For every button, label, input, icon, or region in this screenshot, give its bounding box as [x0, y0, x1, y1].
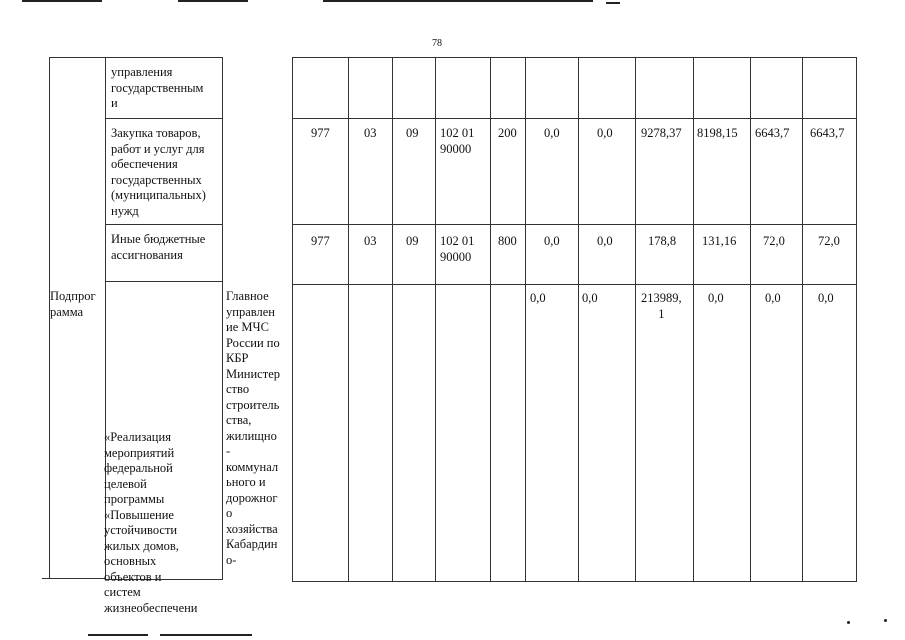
grid-col — [693, 57, 694, 582]
row-divider-1 — [105, 118, 223, 119]
grid-row-3 — [292, 284, 857, 285]
header-rule-4 — [606, 2, 620, 4]
row-1-pr: 09 — [406, 126, 419, 140]
row-1-v4: 8198,15 — [697, 126, 738, 140]
subprogram-v4: 0,0 — [708, 291, 724, 305]
subprogram-v2: 0,0 — [582, 291, 598, 305]
row-2-v4: 131,16 — [702, 234, 737, 248]
footer-rule-1 — [88, 634, 148, 636]
row-0-description: управления государственным и — [111, 65, 204, 110]
grid-top — [292, 57, 857, 58]
row-1-v5: 6643,7 — [755, 126, 790, 140]
grid-col — [490, 57, 491, 582]
grid-col — [578, 57, 579, 582]
grid-col — [348, 57, 349, 582]
subprogram-executor: Главное управлен ие МЧС России по КБР Министер ство строитель ства, жилищно - коммунал ьного и дорожног о хозяйства Кабардин о- — [226, 289, 280, 567]
row-divider-3 — [105, 281, 223, 282]
row-2-v3: 178,8 — [648, 234, 677, 248]
row-1-csr: 102 01 90000 — [440, 126, 475, 156]
grid-col — [435, 57, 436, 582]
scan-dot — [884, 619, 887, 622]
row-1-grbs: 977 — [311, 126, 330, 140]
row-2-csr: 102 01 90000 — [440, 234, 475, 264]
subprogram-v3: 213989, 1 — [641, 291, 682, 321]
row-2-vr: 800 — [498, 234, 517, 248]
header-rule-1 — [22, 0, 102, 2]
row-2-v5: 72,0 — [763, 234, 785, 248]
col-divider-desc — [222, 57, 223, 579]
header-rule-3 — [323, 0, 593, 2]
grid-row-1 — [292, 118, 857, 119]
subprogram-v5: 0,0 — [765, 291, 781, 305]
subprogram-name: «Реализация мероприятий федеральной целевой программы «Повышение устойчивости жилых домов, основных объектов и систем жизнеобеспечени — [104, 430, 198, 615]
row-2-grbs: 977 — [311, 234, 330, 248]
grid-left — [292, 57, 293, 582]
row-2-v1: 0,0 — [544, 234, 560, 248]
grid-bottom — [292, 581, 857, 582]
grid-col — [635, 57, 636, 582]
footer-rule-2 — [160, 634, 252, 636]
subprogram-v6: 0,0 — [818, 291, 834, 305]
grid-col — [802, 57, 803, 582]
row-1-v1: 0,0 — [544, 126, 560, 140]
grid-col — [525, 57, 526, 582]
row-1-v2: 0,0 — [597, 126, 613, 140]
grid-col — [750, 57, 751, 582]
row-1-vr: 200 — [498, 126, 517, 140]
row-1-v6: 6643,7 — [810, 126, 845, 140]
row-1-description: Закупка товаров, работ и услуг для обеспечения государственных (муниципальных) нужд — [111, 126, 206, 218]
row-1-v3: 9278,37 — [641, 126, 682, 140]
row-2-description: Иные бюджетные ассигнования — [111, 232, 206, 262]
grid-col — [392, 57, 393, 582]
row-2-pr: 09 — [406, 234, 419, 248]
header-rule-2 — [178, 0, 248, 2]
table-top-border — [49, 57, 223, 58]
grid-right — [856, 57, 857, 582]
row-2-v6: 72,0 — [818, 234, 840, 248]
row-2-rz: 03 — [364, 234, 377, 248]
subprogram-v1: 0,0 — [530, 291, 546, 305]
page-number: 78 — [432, 38, 442, 49]
scan-dot — [847, 621, 850, 624]
grid-row-2 — [292, 224, 857, 225]
row-1-rz: 03 — [364, 126, 377, 140]
section-label: Подпрог рамма — [50, 289, 96, 319]
row-divider-2 — [105, 224, 223, 225]
row-2-v2: 0,0 — [597, 234, 613, 248]
table-bottom-left — [42, 578, 106, 579]
